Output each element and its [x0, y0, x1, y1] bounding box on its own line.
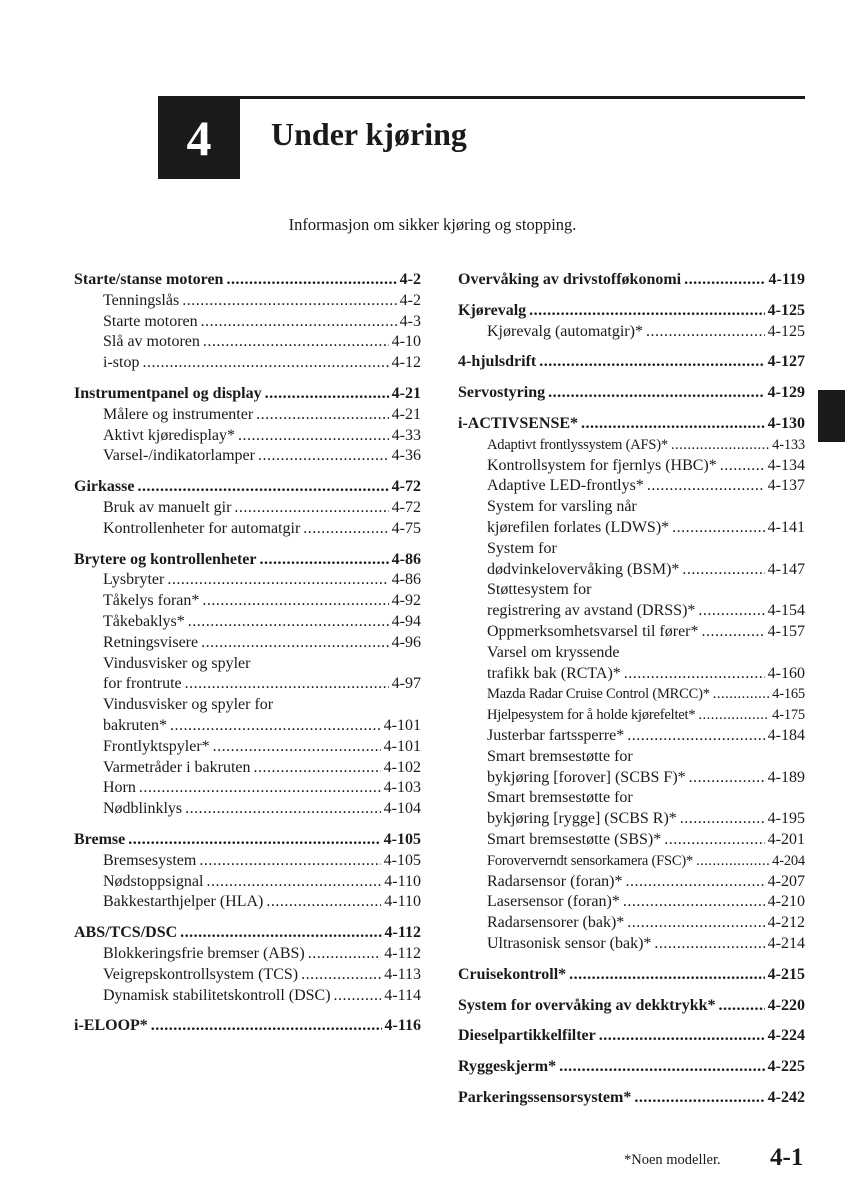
entry-page: 4-137 — [767, 477, 805, 495]
entry-title: Blokkeringsfrie bremser (ABS) — [103, 944, 305, 962]
dot-leader — [539, 352, 764, 373]
toc-item[interactable] — [74, 633, 421, 654]
toc-item-line: System for varsling når — [487, 498, 637, 516]
dot-leader — [702, 622, 765, 643]
toc-section — [74, 477, 421, 539]
entry-title: bakruten* — [103, 716, 167, 734]
dot-leader — [170, 716, 381, 737]
entry-title: 4-hjulsdrift — [458, 353, 537, 371]
toc-section — [458, 301, 805, 343]
toc-item[interactable] — [458, 456, 805, 477]
entry-title: Kontrollenheter for automatgir — [103, 519, 301, 537]
entry-page: 4-114 — [384, 986, 421, 1004]
chapter-number-box — [158, 97, 240, 179]
toc-item[interactable] — [74, 353, 421, 374]
toc-section-heading[interactable] — [458, 414, 805, 435]
dot-leader — [256, 405, 389, 426]
entry-title: Nødblinklys — [103, 800, 183, 818]
entry-title: Tåkebaklys* — [103, 612, 185, 630]
toc-item[interactable] — [74, 851, 421, 872]
entry-page: 4-101 — [383, 716, 421, 734]
toc-section — [74, 830, 421, 913]
dot-leader — [529, 301, 765, 322]
dot-leader — [185, 799, 381, 820]
toc-item[interactable] — [458, 518, 805, 539]
entry-page: 4-195 — [767, 810, 805, 828]
page-number: 4-1 — [770, 1144, 804, 1171]
entry-title: Veigrepskontrollsystem (TCS) — [103, 965, 299, 983]
toc-item[interactable] — [458, 601, 805, 622]
toc-item[interactable] — [74, 674, 421, 695]
dot-leader — [213, 737, 381, 758]
entry-title: for frontrute — [103, 675, 182, 693]
chapter-side-tab — [818, 390, 845, 442]
entry-page: 4-110 — [384, 872, 421, 890]
entry-title: Kontrollsystem for fjernlys (HBC)* — [487, 456, 717, 474]
dot-leader — [698, 601, 764, 622]
toc-item[interactable] — [458, 726, 805, 747]
entry-page: 4-125 — [767, 322, 805, 340]
toc-item-line: System for — [487, 539, 557, 557]
toc-item[interactable] — [74, 312, 421, 333]
dot-leader — [308, 944, 382, 965]
toc-item[interactable] — [458, 705, 805, 726]
toc-item[interactable] — [74, 291, 421, 312]
entry-title: Radarsensor (foran)* — [487, 872, 623, 890]
toc-item-line: Vindusvisker og spyler for — [103, 696, 274, 714]
dot-leader — [201, 312, 397, 333]
toc-item[interactable] — [74, 498, 421, 519]
entry-title: Tåkelys foran* — [103, 592, 200, 610]
entry-title: Brytere og kontrollenheter — [74, 550, 257, 568]
toc-item[interactable] — [74, 519, 421, 540]
entry-page: 4-86 — [391, 571, 421, 589]
entry-title: kjørefilen forlates (LDWS)* — [487, 518, 670, 536]
dot-leader — [720, 456, 765, 477]
entry-page: 4-103 — [383, 779, 421, 797]
entry-title: Foroververndt sensorkamera (FSC)* — [487, 852, 694, 869]
toc-section-heading[interactable] — [458, 1088, 805, 1109]
dot-leader — [203, 332, 389, 353]
entry-page: 4-127 — [767, 353, 805, 371]
entry-title: Cruisekontroll* — [458, 965, 567, 983]
toc-item[interactable] — [458, 322, 805, 343]
dot-leader — [682, 560, 764, 581]
dot-leader — [696, 851, 769, 872]
entry-title: Instrumentpanel og display — [74, 384, 262, 402]
entry-page: 4-210 — [767, 893, 805, 911]
entry-page: 4-204 — [772, 852, 805, 869]
entry-title: Lasersensor (foran)* — [487, 893, 620, 911]
toc-item[interactable] — [74, 799, 421, 820]
entry-page: 4-189 — [767, 768, 805, 786]
entry-page: 4-112 — [384, 924, 421, 942]
entry-page: 4-12 — [391, 354, 421, 372]
entry-page: 4-2 — [399, 271, 421, 288]
toc-item[interactable] — [458, 934, 805, 955]
entry-page: 4-92 — [391, 592, 421, 610]
toc-item[interactable] — [74, 591, 421, 612]
entry-title: Bremse — [74, 830, 126, 848]
dot-leader — [581, 414, 765, 435]
toc-item[interactable] — [458, 664, 805, 685]
entry-title: Slå av motoren — [103, 333, 200, 351]
dot-leader — [202, 591, 388, 612]
toc-item[interactable] — [74, 944, 421, 965]
entry-page: 4-72 — [391, 478, 421, 496]
entry-page: 4-104 — [383, 800, 421, 818]
dot-leader — [559, 1057, 765, 1078]
dot-leader — [654, 934, 764, 955]
entry-title: Adaptive LED-frontlys* — [487, 477, 644, 495]
entry-title: i-ACTIVSENSE* — [458, 414, 579, 432]
entry-title: Parkeringssensorsystem* — [458, 1088, 632, 1106]
dot-leader — [569, 965, 765, 986]
entry-page: 4-2 — [399, 291, 421, 309]
entry-title: dødvinkelovervåking (BSM)* — [487, 560, 680, 578]
toc-item-line: Smart bremsestøtte for — [487, 747, 633, 765]
toc-left-column — [74, 270, 421, 1047]
entry-page: 4-36 — [391, 447, 421, 465]
toc-item[interactable] — [74, 778, 421, 799]
dot-leader — [128, 830, 380, 851]
chapter-intro: Informasjon om sikker kjøring og stopping. — [288, 215, 577, 234]
toc-item[interactable] — [74, 758, 421, 779]
toc-section — [458, 383, 805, 404]
toc-item[interactable] — [74, 426, 421, 447]
entry-title: bykjøring [forover] (SCBS F)* — [487, 768, 686, 786]
footnote: *Noen modeller. — [624, 1152, 721, 1168]
entry-page: 4-242 — [767, 1088, 805, 1106]
toc-item[interactable] — [458, 684, 805, 705]
entry-page: 4-130 — [767, 414, 805, 432]
entry-title: Målere og instrumenter — [103, 405, 254, 423]
dot-leader — [238, 426, 389, 447]
toc-item-line: Støttesystem for — [487, 581, 592, 599]
toc-section-heading[interactable] — [458, 301, 805, 322]
entry-title: Ryggeskjerm* — [458, 1058, 557, 1076]
toc-section — [74, 550, 421, 820]
toc-section — [74, 384, 421, 467]
toc-section — [458, 1057, 805, 1078]
entry-title: Adaptivt frontlyssystem (AFS)* — [487, 436, 668, 453]
toc-item[interactable] — [74, 737, 421, 758]
entry-page: 4-97 — [391, 675, 421, 693]
entry-page: 4-224 — [767, 1027, 805, 1045]
entry-page: 4-110 — [384, 893, 421, 911]
dot-leader — [265, 384, 389, 405]
entry-page: 4-3 — [399, 312, 421, 330]
entry-title: registrering av avstand (DRSS)* — [487, 602, 696, 620]
entry-title: Tenningslås — [103, 291, 180, 309]
entry-title: Servostyring — [458, 384, 546, 402]
entry-page: 4-33 — [391, 426, 421, 444]
dot-leader — [626, 872, 765, 893]
top-rule — [158, 96, 805, 99]
dot-leader — [646, 322, 765, 343]
dot-leader — [634, 1088, 764, 1109]
toc-section-heading[interactable] — [458, 1057, 805, 1078]
entry-title: Varsel-/indikatorlamper — [103, 447, 255, 465]
toc-item[interactable] — [458, 830, 805, 851]
toc-right-column — [458, 270, 805, 1119]
dot-leader — [719, 996, 765, 1017]
entry-title: System for overvåking av dekktrykk* — [458, 996, 716, 1014]
dot-leader — [548, 383, 765, 404]
entry-title: bykjøring [rygge] (SCBS R)* — [487, 810, 677, 828]
dot-leader — [139, 778, 381, 799]
toc-section-heading[interactable] — [74, 477, 421, 498]
dot-leader — [258, 446, 389, 467]
dot-leader — [137, 477, 388, 498]
dot-leader — [226, 270, 396, 291]
entry-page: 4-113 — [384, 965, 421, 983]
entry-page: 4-86 — [391, 550, 421, 568]
dot-leader — [627, 726, 764, 747]
toc-section — [74, 270, 421, 374]
entry-title: Kjørevalg — [458, 301, 527, 319]
toc-item[interactable] — [74, 892, 421, 913]
dot-leader — [301, 965, 381, 986]
entry-title: Girkasse — [74, 478, 135, 496]
toc-item[interactable] — [74, 986, 421, 1007]
entry-page: 4-129 — [767, 384, 805, 402]
entry-page: 4-102 — [383, 758, 421, 776]
toc-section-heading[interactable] — [458, 352, 805, 373]
dot-leader — [199, 851, 380, 872]
toc-section-heading[interactable] — [458, 996, 805, 1017]
toc-item[interactable] — [74, 570, 421, 591]
toc-item-line: Smart bremsestøtte for — [487, 789, 633, 807]
toc-section-heading[interactable] — [74, 1016, 421, 1037]
toc-item[interactable] — [458, 872, 805, 893]
entry-page: 4-184 — [767, 726, 805, 744]
entry-title: Nødstoppsignal — [103, 872, 204, 890]
toc-section — [458, 1026, 805, 1047]
entry-page: 4-215 — [767, 965, 805, 983]
entry-title: Bruk av manuelt gir — [103, 498, 232, 516]
dot-leader — [188, 612, 389, 633]
entry-page: 4-212 — [767, 914, 805, 932]
toc-item[interactable] — [458, 809, 805, 830]
entry-title: Justerbar fartssperre* — [487, 726, 625, 744]
entry-page: 4-147 — [767, 560, 805, 578]
toc-item[interactable] — [74, 446, 421, 467]
dot-leader — [623, 892, 765, 913]
dot-leader — [684, 270, 765, 291]
entry-page: 4-157 — [767, 622, 805, 640]
entry-page: 4-96 — [391, 633, 421, 651]
dot-leader — [334, 986, 382, 1007]
entry-page: 4-133 — [772, 436, 805, 453]
toc-section-heading[interactable] — [74, 830, 421, 851]
entry-page: 4-201 — [767, 830, 805, 848]
entry-title: Starte motoren — [103, 312, 198, 330]
dot-leader — [206, 872, 381, 893]
entry-title: i-ELOOP* — [74, 1017, 148, 1035]
dot-leader — [713, 684, 769, 705]
dot-leader — [151, 1016, 382, 1037]
dot-leader — [253, 758, 380, 779]
toc-item[interactable] — [458, 435, 805, 456]
dot-leader — [627, 913, 764, 934]
toc-section — [458, 996, 805, 1017]
dot-leader — [259, 550, 388, 571]
entry-title: Radarsensorer (bak)* — [487, 914, 625, 932]
toc-section-heading[interactable] — [458, 270, 805, 291]
entry-page: 4-105 — [383, 830, 421, 848]
entry-page: 4-101 — [383, 737, 421, 755]
entry-title: Varmetråder i bakruten — [103, 758, 251, 776]
toc-section-heading[interactable] — [458, 1026, 805, 1047]
entry-title: i-stop — [103, 354, 140, 372]
entry-page: 4-125 — [767, 301, 805, 319]
toc-section-heading[interactable] — [74, 384, 421, 405]
toc-section — [458, 414, 805, 955]
toc-item[interactable] — [74, 716, 421, 737]
entry-page: 4-207 — [767, 872, 805, 890]
entry-title: Hjelpesystem for å holde kjørefeltet* — [487, 707, 696, 724]
entry-title: Mazda Radar Cruise Control (MRCC)* — [487, 686, 710, 703]
toc-section — [74, 1016, 421, 1037]
entry-page: 4-21 — [391, 405, 421, 423]
dot-leader — [266, 892, 381, 913]
toc-item[interactable] — [74, 612, 421, 633]
entry-page: 4-119 — [768, 271, 805, 288]
toc-item[interactable] — [458, 768, 805, 789]
entry-title: Oppmerksomhetsvarsel til fører* — [487, 622, 699, 640]
toc-item[interactable] — [458, 560, 805, 581]
entry-page: 4-72 — [391, 498, 421, 516]
entry-page: 4-154 — [767, 602, 805, 620]
dot-leader — [647, 476, 765, 497]
dot-leader — [167, 570, 388, 591]
dot-leader — [599, 1026, 765, 1047]
entry-page: 4-116 — [384, 1017, 421, 1035]
toc-section-heading[interactable] — [74, 550, 421, 571]
entry-page: 4-112 — [384, 944, 421, 962]
toc-section-heading[interactable] — [74, 270, 421, 291]
dot-leader — [698, 705, 769, 726]
toc-item[interactable] — [458, 892, 805, 913]
toc-item[interactable] — [458, 851, 805, 872]
toc-item[interactable] — [74, 872, 421, 893]
entry-title: Retningsvisere — [103, 633, 199, 651]
dot-leader — [201, 633, 389, 654]
toc-item[interactable] — [458, 476, 805, 497]
dot-leader — [234, 498, 388, 519]
dot-leader — [142, 353, 388, 374]
dot-leader — [680, 809, 765, 830]
dot-leader — [185, 674, 389, 695]
toc-section-heading[interactable] — [458, 965, 805, 986]
dot-leader — [689, 768, 765, 789]
toc-item-line: Vindusvisker og spyler — [103, 654, 251, 672]
dot-leader — [180, 923, 381, 944]
toc-item[interactable] — [74, 405, 421, 426]
toc-item[interactable] — [74, 965, 421, 986]
entry-title: Ultrasonisk sensor (bak)* — [487, 934, 652, 952]
entry-page: 4-225 — [767, 1058, 805, 1076]
dot-leader — [664, 830, 764, 851]
entry-title: Dynamisk stabilitetskontroll (DSC) — [103, 986, 331, 1004]
entry-page: 4-134 — [767, 456, 805, 474]
dot-leader — [182, 291, 396, 312]
entry-title: Dieselpartikkelfilter — [458, 1027, 596, 1045]
dot-leader — [303, 519, 388, 540]
entry-title: Aktivt kjøredisplay* — [103, 426, 235, 444]
toc-section — [458, 352, 805, 373]
toc-section-heading[interactable] — [458, 383, 805, 404]
entry-title: Overvåking av drivstofføkonomi — [458, 271, 682, 288]
dot-leader — [624, 664, 765, 685]
entry-page: 4-141 — [767, 518, 805, 536]
entry-page: 4-21 — [391, 384, 421, 402]
toc-section — [458, 270, 805, 291]
dot-leader — [671, 435, 769, 456]
entry-title: ABS/TCS/DSC — [74, 924, 178, 942]
entry-title: Horn — [103, 779, 136, 797]
entry-page: 4-94 — [391, 612, 421, 630]
entry-title: Frontlyktspyler* — [103, 737, 210, 755]
chapter-number: 4 — [186, 110, 212, 166]
entry-page: 4-175 — [772, 707, 805, 724]
entry-title: trafikk bak (RCTA)* — [487, 664, 621, 682]
entry-title: Smart bremsestøtte (SBS)* — [487, 830, 662, 848]
entry-page: 4-105 — [383, 851, 421, 869]
entry-title: Starte/stanse motoren — [74, 271, 224, 288]
entry-page: 4-220 — [767, 996, 805, 1014]
dot-leader — [672, 518, 765, 539]
entry-page: 4-10 — [391, 333, 421, 351]
entry-title: Bakkestarthjelper (HLA) — [103, 893, 264, 911]
chapter-title: Under kjøring — [271, 116, 467, 152]
toc-section — [458, 965, 805, 986]
entry-page: 4-160 — [767, 664, 805, 682]
toc-item-line: Varsel om kryssende — [487, 643, 620, 661]
entry-title: Kjørevalg (automatgir)* — [487, 322, 643, 340]
entry-page: 4-165 — [772, 686, 805, 703]
toc-item[interactable] — [74, 332, 421, 353]
entry-title: Lysbryter — [103, 571, 165, 589]
entry-title: Bremsesystem — [103, 851, 197, 869]
toc-section — [458, 1088, 805, 1109]
toc-section-heading[interactable] — [74, 923, 421, 944]
toc-item[interactable] — [458, 622, 805, 643]
toc-section — [74, 923, 421, 1006]
toc-item[interactable] — [458, 913, 805, 934]
entry-page: 4-75 — [391, 519, 421, 537]
entry-page: 4-214 — [767, 934, 805, 952]
